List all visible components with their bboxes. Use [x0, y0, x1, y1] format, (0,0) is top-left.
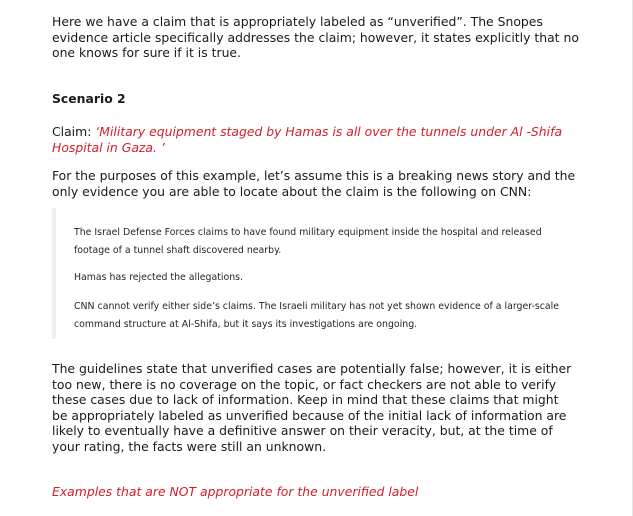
purposes-paragraph: For the purposes of this example, let’s assume this is a breaking news story and the only evidence you are able to locate about the claim is the following on CNN: — [52, 168, 576, 199]
claim-label: Claim: — [52, 124, 96, 139]
examples-heading: Examples that are NOT appropriate for the unverified label — [52, 484, 419, 499]
quote-paragraph-3: CNN cannot verify either side’s claims. The Israeli military has not yet shown evidence of a larger-scale command structure at Al-Shifa, but it says its investigations are ongoing. — [74, 301, 560, 330]
claim-paragraph — [52, 124, 572, 155]
quote-paragraph-1: The Israel Defense Forces claims to have found military equipment inside the hospital and released footage of a tunnel shaft discovered nearby. — [74, 227, 542, 256]
guidelines-paragraph: The guidelines state that unverified cases are potentially false; however, it is either too new, there is no coverage on the topic, or fact checkers are not able to verify these cases due to lack of information. Keep in mind that these claims that might be appropriately labeled as unverified because of the initial lack of information are likely to eventually have a definitive answer on their veracity, but, at the time of your rating, the facts were still an unknown. — [52, 361, 572, 454]
scenario-heading: Scenario 2 — [52, 91, 126, 106]
claim-text: ‘Military equipment staged by Hamas is all over the tunnels under Al -Shifa Hospital in Gaza. ’ — [52, 124, 563, 155]
cnn-quote-block — [52, 208, 572, 339]
quote-paragraph-2: Hamas has rejected the allegations. — [74, 272, 244, 283]
intro-paragraph: Here we have a claim that is appropriately labeled as “unverified”. The Snopes evidence article specifically addresses the claim; however, it states explicitly that no one knows for sure if it is true. — [52, 14, 579, 61]
